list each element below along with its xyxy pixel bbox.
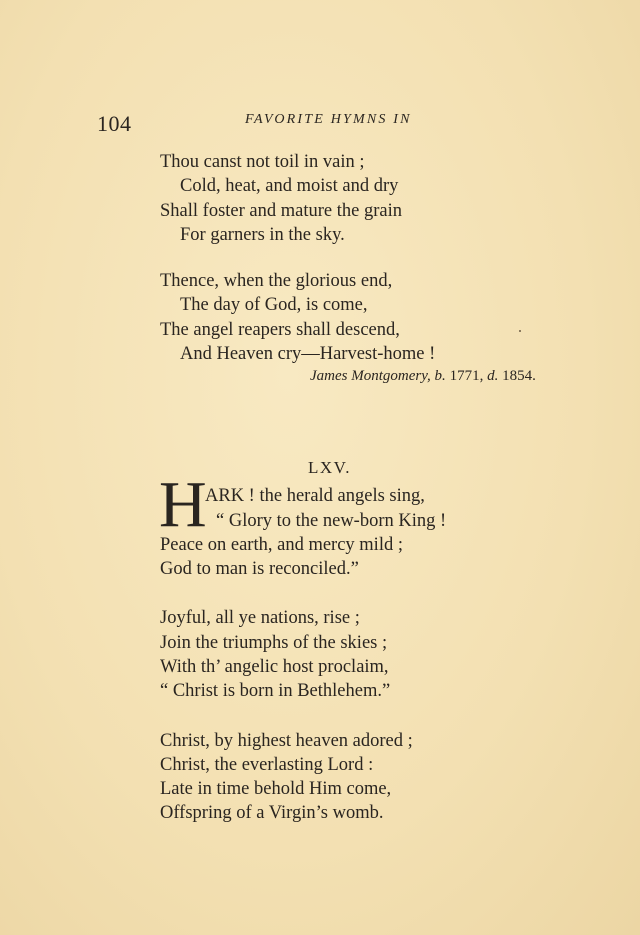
verse-line: Thou canst not toil in vain ; [160,152,365,172]
drop-cap: H [159,468,207,541]
verse-line: The day of God, is come, [180,295,368,315]
attribution-author: James Montgomery, b. [310,368,446,384]
verse-line: Cold, heat, and moist and dry [180,176,399,196]
attribution [310,368,536,385]
verse-line: Peace on earth, and mercy mild ; [160,535,403,555]
page-number: 104 [97,111,132,136]
verse-line: Christ, by highest heaven adored ; [160,731,413,751]
attribution-born: 1771, [449,368,484,384]
running-title: FAVORITE HYMNS IN [245,112,412,127]
verse-line: With th’ angelic host proclaim, [160,657,389,677]
verse-line: “ Christ is born in Bethlehem.” [160,681,391,701]
verse-line: ARK ! the herald angels sing, [205,486,425,506]
verse-line: Thence, when the glorious end, [160,271,393,291]
verse-line: God to man is reconciled.” [160,559,359,579]
verse-line: Offspring of a Virgin’s womb. [160,803,384,823]
verse-line: “ Glory to the new-born King ! [216,511,447,531]
verse-line: Christ, the everlasting Lord : [160,755,374,775]
verse-line: Late in time behold Him come, [160,779,392,799]
paper-speck [519,330,521,332]
verse-line: Joyful, all ye nations, rise ; [160,608,360,628]
verse-line: The angel reapers shall descend, [160,320,400,340]
hymn-number: LXV. [308,458,351,477]
attribution-died-label: d. [487,368,499,384]
verse-line: And Heaven cry—Harvest-home ! [180,344,436,364]
verse-line: For garners in the sky. [180,225,345,245]
verse-line: Join the triumphs of the skies ; [160,633,388,653]
verse-line: Shall foster and mature the grain [160,201,402,221]
attribution-died: 1854. [502,368,536,384]
